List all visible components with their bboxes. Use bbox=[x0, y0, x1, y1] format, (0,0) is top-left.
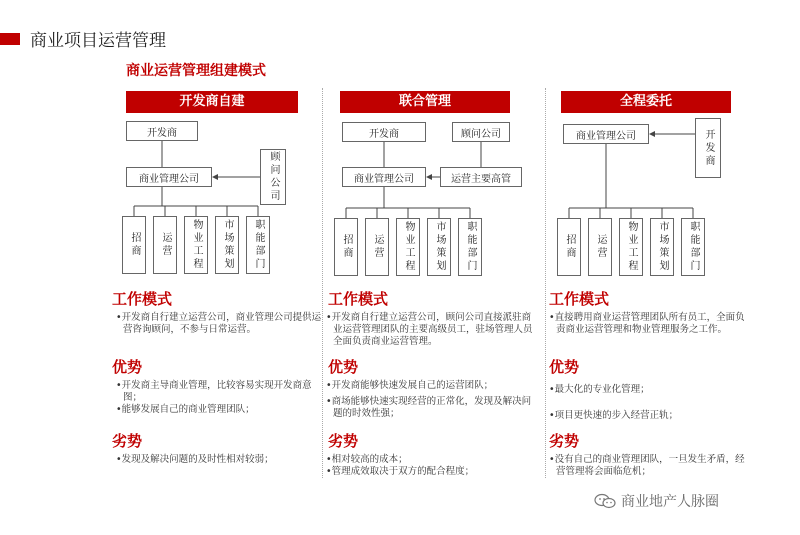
dept-box: 职能部门 bbox=[458, 218, 482, 276]
pros-item: •商场能够快速实现经营的正常化，发现及解决问题的时效性强； bbox=[326, 396, 532, 419]
work-mode-heading: 工作模式 bbox=[549, 290, 610, 308]
column-full-entrustment bbox=[549, 88, 765, 488]
work-mode-text bbox=[116, 312, 324, 336]
pros-item: •能够发展自己的商业管理团队； bbox=[116, 404, 255, 415]
pros-item: •最大化的专业化管理； bbox=[549, 384, 650, 395]
senior-executives-box: 运营主要高管 bbox=[440, 167, 522, 187]
work-mode-item: •开发商自行建立运营公司，顾问公司直接派驻商业运营管理团队的主要高级员工，驻场管理人员全面负责商业运营管理。 bbox=[326, 312, 533, 347]
cons-item: •没有自己的商业管理团队，一旦发生矛盾，经营管理将会面临危机； bbox=[549, 454, 745, 477]
pros-heading: 优势 bbox=[112, 358, 143, 376]
title-accent-bar bbox=[0, 33, 20, 45]
page-title: 商业项目运营管理 bbox=[30, 31, 166, 51]
cons-item: •相对较高的成本； bbox=[326, 454, 408, 465]
pros-text bbox=[549, 384, 753, 422]
work-mode-item: •开发商自行建立运营公司，商业管理公司提供运营咨询顾问，不参与日常运营。 bbox=[116, 312, 322, 335]
dept-box: 职能部门 bbox=[681, 218, 705, 276]
dept-box: 物业工程 bbox=[184, 216, 208, 274]
consultant-box: 顾问公司 bbox=[260, 149, 286, 205]
dept-box: 招商 bbox=[334, 218, 358, 276]
pros-heading: 优势 bbox=[328, 358, 359, 376]
dept-box: 运营 bbox=[153, 216, 177, 274]
dept-box: 物业工程 bbox=[619, 218, 643, 276]
dept-box: 职能部门 bbox=[246, 216, 270, 274]
dept-box: 市场策划 bbox=[427, 218, 451, 276]
org-connectors bbox=[112, 88, 324, 288]
cons-item: •管理成效取决于双方的配合程度； bbox=[326, 466, 475, 477]
dept-box: 招商 bbox=[557, 218, 581, 276]
column-header: 联合管理 bbox=[340, 91, 510, 113]
consultant-box: 顾问公司 bbox=[452, 122, 510, 142]
column-developer-self-built bbox=[112, 88, 324, 488]
column-header: 全程委托 bbox=[561, 91, 731, 113]
diagram-subtitle: 商业运营管理组建模式 bbox=[126, 63, 266, 79]
pros-item: •开发商能够快速发展自己的运营团队； bbox=[326, 380, 494, 391]
column-divider bbox=[545, 88, 546, 478]
dept-box: 物业工程 bbox=[396, 218, 420, 276]
watermark-text: 商业地产人脉圈 bbox=[621, 494, 719, 510]
cons-heading: 劣势 bbox=[112, 432, 143, 450]
dept-box: 市场策划 bbox=[650, 218, 674, 276]
watermark bbox=[594, 491, 719, 511]
cons-text bbox=[116, 454, 324, 466]
work-mode-text bbox=[326, 312, 538, 348]
developer-box: 开发商 bbox=[126, 121, 198, 141]
work-mode-text bbox=[549, 312, 753, 336]
dept-box: 市场策划 bbox=[215, 216, 239, 274]
management-company-box: 商业管理公司 bbox=[126, 167, 212, 187]
column-header: 开发商自建 bbox=[126, 91, 298, 113]
work-mode-heading: 工作模式 bbox=[112, 290, 173, 308]
work-mode-heading: 工作模式 bbox=[328, 290, 389, 308]
pros-item: •项目更快速的步入经营正轨； bbox=[549, 410, 679, 421]
org-connectors bbox=[553, 88, 765, 288]
pros-heading: 优势 bbox=[549, 358, 580, 376]
cons-heading: 劣势 bbox=[328, 432, 359, 450]
dept-box: 招商 bbox=[122, 216, 146, 274]
management-company-box: 商业管理公司 bbox=[342, 167, 426, 187]
dept-box: 运营 bbox=[588, 218, 612, 276]
developer-box: 开发商 bbox=[342, 122, 426, 142]
org-connectors bbox=[330, 88, 542, 288]
work-mode-item: •直接聘用商业运营管理团队所有员工，全面负责商业运营管理和物业管理服务之工作。 bbox=[549, 312, 745, 335]
wechat-icon bbox=[594, 493, 616, 509]
column-joint-management bbox=[326, 88, 542, 488]
management-company-box: 商业管理公司 bbox=[563, 124, 649, 144]
developer-box: 开发商 bbox=[695, 118, 721, 178]
cons-text bbox=[326, 454, 538, 478]
cons-item: •发现及解决问题的及时性相对较弱； bbox=[116, 454, 274, 465]
dept-box: 运营 bbox=[365, 218, 389, 276]
pros-item: •开发商主导商业管理，比较容易实现开发商意图； bbox=[116, 380, 312, 403]
pros-text bbox=[116, 380, 324, 416]
cons-heading: 劣势 bbox=[549, 432, 580, 450]
pros-text bbox=[326, 380, 538, 420]
cons-text bbox=[549, 454, 753, 478]
